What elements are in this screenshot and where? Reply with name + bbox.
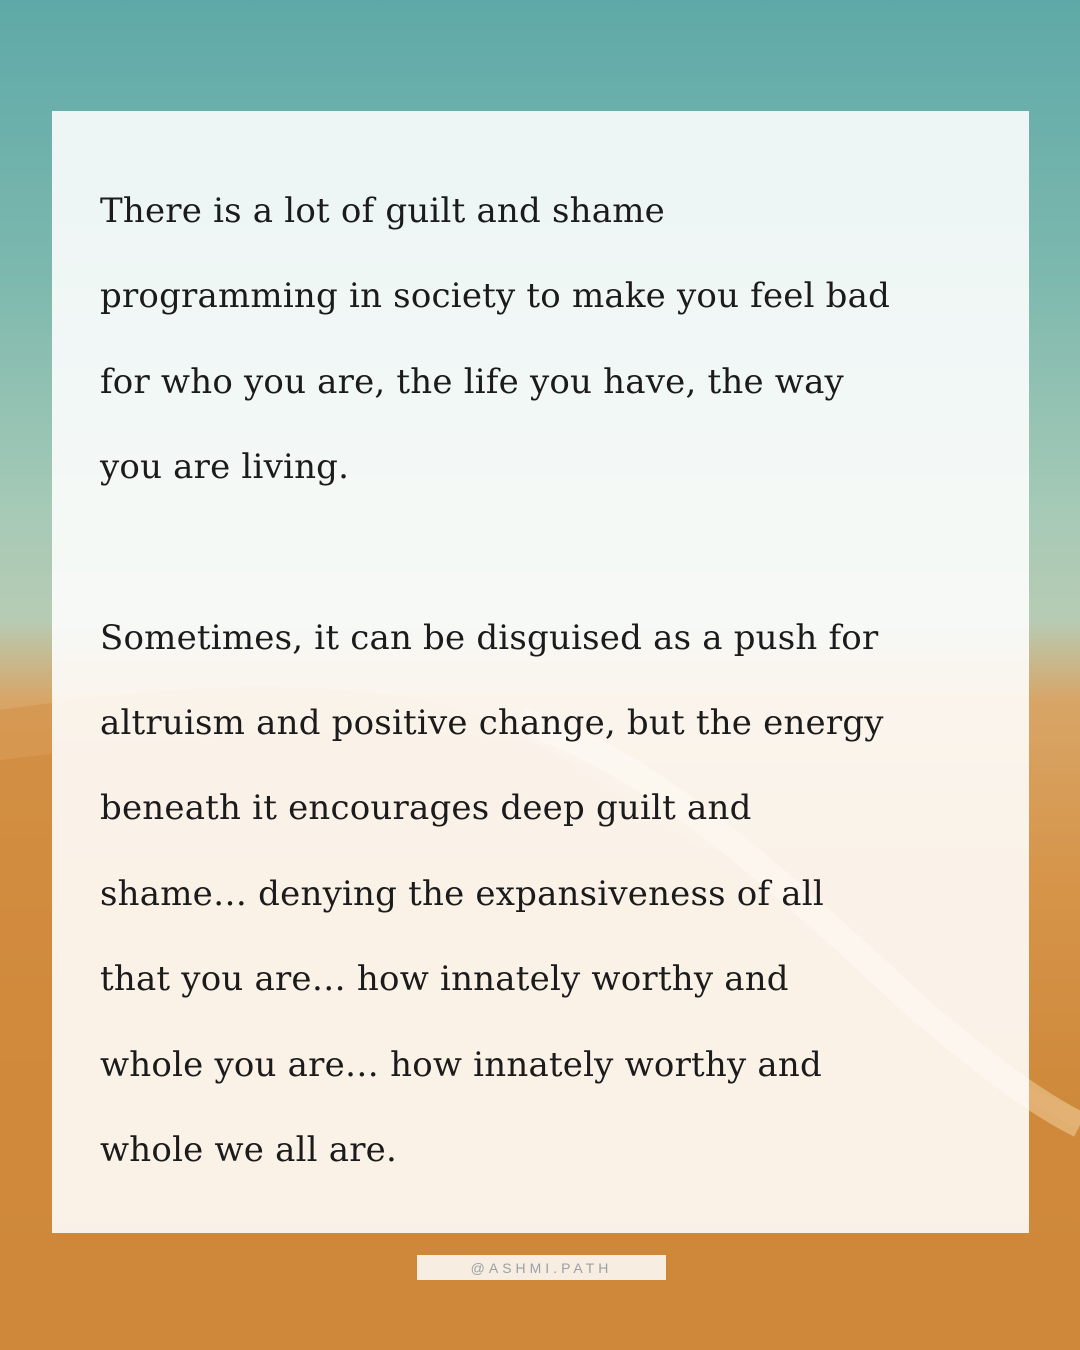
paragraph-guilt-shame: There is a lot of guilt and shame programming in society to make you feel bad for who you are, the life you have, the way you are living. <box>100 191 891 488</box>
quote-card <box>52 111 1029 1233</box>
paragraph-altruism-worthiness: Sometimes, it can be disguised as a push for altruism and positive change, but the energy beneath it encourages deep guilt and shame… denying the expansiveness of all that you are… how innately worthy and whole you are… how innately worthy and whole we all are. <box>100 617 884 1171</box>
account-handle: @ASHMI.PATH <box>417 1255 666 1280</box>
